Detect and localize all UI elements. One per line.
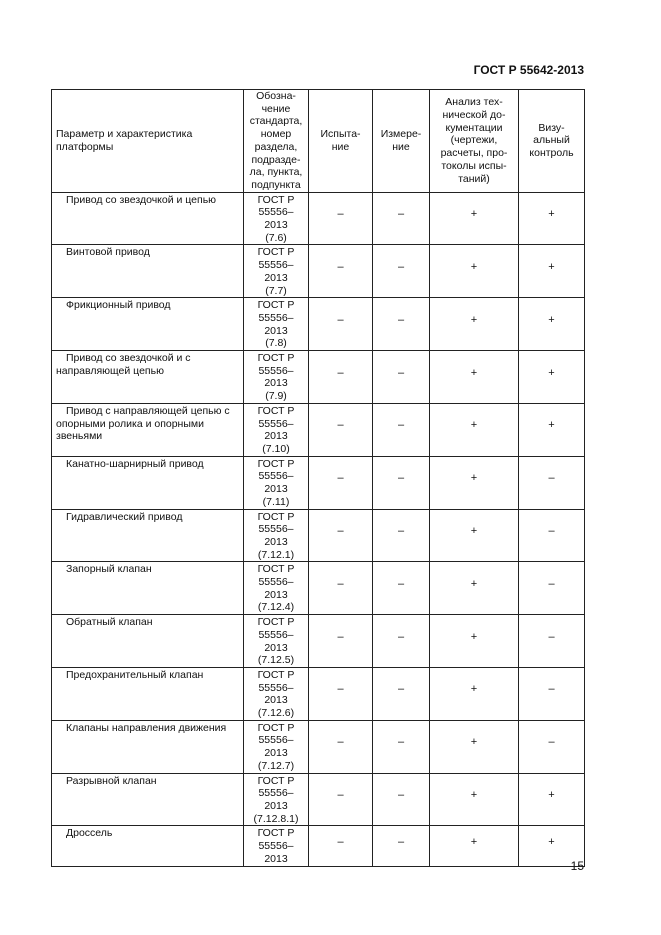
ref-line: 2013 (264, 535, 288, 548)
ref-cell (244, 192, 309, 245)
table-row (52, 773, 585, 826)
analysis-mark: + (430, 773, 519, 826)
header-ref-line: Обозна- (256, 90, 296, 102)
page-number: 15 (570, 859, 584, 873)
table-row (52, 245, 585, 298)
analysis-mark: + (430, 667, 519, 720)
ref-line: (7.7) (265, 284, 287, 297)
header-analysis-line: кументации (445, 121, 503, 134)
test-mark: – (309, 192, 373, 245)
header-ref-line: подпункта (251, 178, 301, 191)
param-text: Дроссель (66, 827, 113, 840)
param-cell (52, 615, 244, 668)
ref-line: (7.6) (265, 231, 287, 244)
header-visual (519, 90, 585, 193)
ref-line: 2013 (264, 747, 288, 760)
table-row (52, 509, 585, 562)
ref-line: 2013 (264, 271, 288, 284)
measure-mark: – (373, 403, 430, 456)
visual-mark: – (519, 720, 585, 773)
param-text: Клапаны направления движения (66, 721, 227, 734)
ref-cell (244, 456, 309, 509)
visual-mark: + (519, 773, 585, 826)
table-row (52, 456, 585, 509)
analysis-mark: + (430, 509, 519, 562)
header-analysis-line: нической до- (442, 109, 506, 122)
header-ref-line: стандарта, (249, 115, 303, 128)
header-analysis-line: таний) (458, 172, 490, 185)
measure-mark: – (373, 192, 430, 245)
analysis-mark: + (430, 562, 519, 615)
ref-line: 2013 (264, 324, 288, 337)
test-mark: – (309, 720, 373, 773)
visual-mark: – (519, 615, 585, 668)
ref-cell (244, 403, 309, 456)
test-mark: – (309, 667, 373, 720)
ref-cell (244, 509, 309, 562)
ref-line: ГОСТ Р (257, 616, 295, 629)
table-row (52, 826, 585, 867)
param-cell (52, 192, 244, 245)
ref-line: 55556– (258, 734, 294, 747)
header-analysis-line: токолы испы- (441, 159, 507, 172)
param-text: Привод со звездочкой и с направляющей цепью (56, 352, 191, 377)
test-mark: – (309, 826, 373, 867)
param-cell (52, 351, 244, 404)
param-cell (52, 826, 244, 867)
ref-line: 2013 (264, 588, 288, 601)
analysis-mark: + (430, 826, 519, 867)
measure-mark: – (373, 351, 430, 404)
analysis-mark: + (430, 720, 519, 773)
visual-mark: – (519, 509, 585, 562)
ref-line: (7.9) (265, 390, 287, 403)
visual-mark: – (519, 456, 585, 509)
measure-mark: – (373, 456, 430, 509)
ref-line: 2013 (264, 219, 288, 232)
ref-line: ГОСТ Р (257, 299, 295, 312)
visual-mark: – (519, 667, 585, 720)
ref-line: ГОСТ Р (257, 563, 295, 576)
header-analysis-line: (чертежи, (450, 134, 498, 147)
param-cell (52, 562, 244, 615)
ref-line: ГОСТ Р (257, 246, 295, 259)
table-row (52, 351, 585, 404)
ref-line: 55556– (258, 840, 294, 853)
ref-cell (244, 245, 309, 298)
ref-line: ГОСТ Р (257, 721, 295, 734)
ref-line: 2013 (264, 852, 288, 865)
header-visual-line: Визу- (538, 121, 565, 134)
ref-line: 55556– (258, 628, 294, 641)
header-analysis-line: Анализ тех- (445, 96, 503, 109)
test-mark: – (309, 456, 373, 509)
ref-line: 55556– (258, 470, 294, 483)
ref-line: (7.12.7) (257, 759, 295, 772)
measure-mark: – (373, 720, 430, 773)
ref-line: 55556– (258, 787, 294, 800)
ref-line: 55556– (258, 417, 294, 430)
ref-cell (244, 667, 309, 720)
table-row (52, 298, 585, 351)
ref-line: 2013 (264, 430, 288, 443)
header-ref-line: подразде- (251, 153, 301, 166)
ref-line: 2013 (264, 694, 288, 707)
test-mark: – (309, 351, 373, 404)
header-ref (244, 90, 309, 193)
header-visual-line: контроль (529, 147, 574, 160)
param-cell (52, 720, 244, 773)
header-ref-line: номер (260, 128, 292, 141)
ref-line: (7.12.4) (257, 601, 295, 614)
measure-mark: – (373, 826, 430, 867)
table-row (52, 615, 585, 668)
visual-mark: – (519, 562, 585, 615)
header-visual-line: альный (533, 134, 570, 147)
header-ref-line: раздела, (254, 140, 298, 153)
header-analysis (430, 90, 519, 193)
analysis-mark: + (430, 351, 519, 404)
param-text: Запорный клапан (66, 563, 152, 576)
test-mark: – (309, 509, 373, 562)
analysis-mark: + (430, 403, 519, 456)
ref-line: ГОСТ Р (257, 827, 295, 840)
visual-mark: + (519, 403, 585, 456)
visual-mark: + (519, 298, 585, 351)
ref-line: ГОСТ Р (257, 193, 295, 206)
param-cell (52, 509, 244, 562)
header-measure-line: Измере- (380, 128, 422, 141)
ref-line: 2013 (264, 641, 288, 654)
ref-cell (244, 773, 309, 826)
requirements-table (51, 89, 585, 867)
ref-line: ГОСТ Р (257, 774, 295, 787)
ref-cell (244, 720, 309, 773)
measure-mark: – (373, 562, 430, 615)
table-row (52, 562, 585, 615)
ref-line: 2013 (264, 377, 288, 390)
ref-line: ГОСТ Р (257, 457, 295, 470)
ref-cell (244, 351, 309, 404)
visual-mark: + (519, 351, 585, 404)
test-mark: – (309, 298, 373, 351)
ref-cell (244, 615, 309, 668)
param-text: Обратный клапан (66, 616, 153, 629)
header-measure-line: ние (392, 140, 410, 153)
test-mark: – (309, 615, 373, 668)
header-test (309, 90, 373, 193)
param-text: Разрывной клапан (66, 774, 157, 787)
ref-line: 55556– (258, 364, 294, 377)
param-cell (52, 403, 244, 456)
ref-cell (244, 562, 309, 615)
analysis-mark: + (430, 298, 519, 351)
measure-mark: – (373, 245, 430, 298)
ref-line: (7.8) (265, 337, 287, 350)
param-text: Фрикционный привод (66, 299, 171, 312)
ref-line: (7.12.6) (257, 707, 295, 720)
test-mark: – (309, 245, 373, 298)
measure-mark: – (373, 667, 430, 720)
ref-line: ГОСТ Р (257, 510, 295, 523)
param-cell (52, 245, 244, 298)
ref-line: 2013 (264, 799, 288, 812)
analysis-mark: + (430, 192, 519, 245)
analysis-mark: + (430, 456, 519, 509)
ref-cell (244, 826, 309, 867)
ref-line: (7.11) (262, 495, 290, 508)
test-mark: – (309, 773, 373, 826)
param-cell (52, 298, 244, 351)
param-text: Гидравлический привод (66, 510, 183, 523)
analysis-mark: + (430, 615, 519, 668)
table-row (52, 667, 585, 720)
header-param: Параметр и характеристика платформы (52, 90, 244, 193)
param-cell (52, 456, 244, 509)
ref-line: 2013 (264, 483, 288, 496)
visual-mark: + (519, 245, 585, 298)
visual-mark: + (519, 826, 585, 867)
param-text: Винтовой привод (66, 246, 150, 259)
document-code: ГОСТ Р 55642-2013 (473, 63, 584, 77)
header-measure (373, 90, 430, 193)
measure-mark: – (373, 509, 430, 562)
ref-line: 55556– (258, 259, 294, 272)
ref-line: 55556– (258, 523, 294, 536)
param-text: Канатно-шарнирный привод (66, 457, 204, 470)
param-cell (52, 773, 244, 826)
table-body (52, 192, 585, 867)
param-cell (52, 667, 244, 720)
ref-line: (7.10) (262, 442, 290, 455)
ref-line: 55556– (258, 576, 294, 589)
header-analysis-line: расчеты, про- (440, 147, 508, 160)
ref-line: ГОСТ Р (257, 668, 295, 681)
measure-mark: – (373, 298, 430, 351)
param-text: Предохранительный клапан (66, 668, 204, 681)
header-ref-line: чение (261, 102, 291, 115)
ref-line: 55556– (258, 206, 294, 219)
ref-cell (244, 298, 309, 351)
table-header-row (52, 90, 585, 193)
header-test-line: Испыта- (320, 128, 361, 141)
ref-line: 55556– (258, 311, 294, 324)
table-row (52, 720, 585, 773)
ref-line: ГОСТ Р (257, 352, 295, 365)
ref-line: (7.12.8.1) (253, 812, 299, 825)
header-ref-line: ла, пункта, (249, 166, 303, 179)
ref-line: 55556– (258, 681, 294, 694)
ref-line: ГОСТ Р (257, 404, 295, 417)
test-mark: – (309, 562, 373, 615)
test-mark: – (309, 403, 373, 456)
param-text: Привод с направляющей цепью с опорными ролика и опорными звеньями (56, 404, 230, 443)
ref-line: (7.12.1) (257, 548, 295, 561)
visual-mark: + (519, 192, 585, 245)
param-text: Привод со звездочкой и цепью (66, 193, 217, 206)
measure-mark: – (373, 615, 430, 668)
table-row (52, 192, 585, 245)
measure-mark: – (373, 773, 430, 826)
table-row (52, 403, 585, 456)
header-test-line: ние (331, 140, 350, 153)
ref-line: (7.12.5) (257, 654, 295, 667)
analysis-mark: + (430, 245, 519, 298)
